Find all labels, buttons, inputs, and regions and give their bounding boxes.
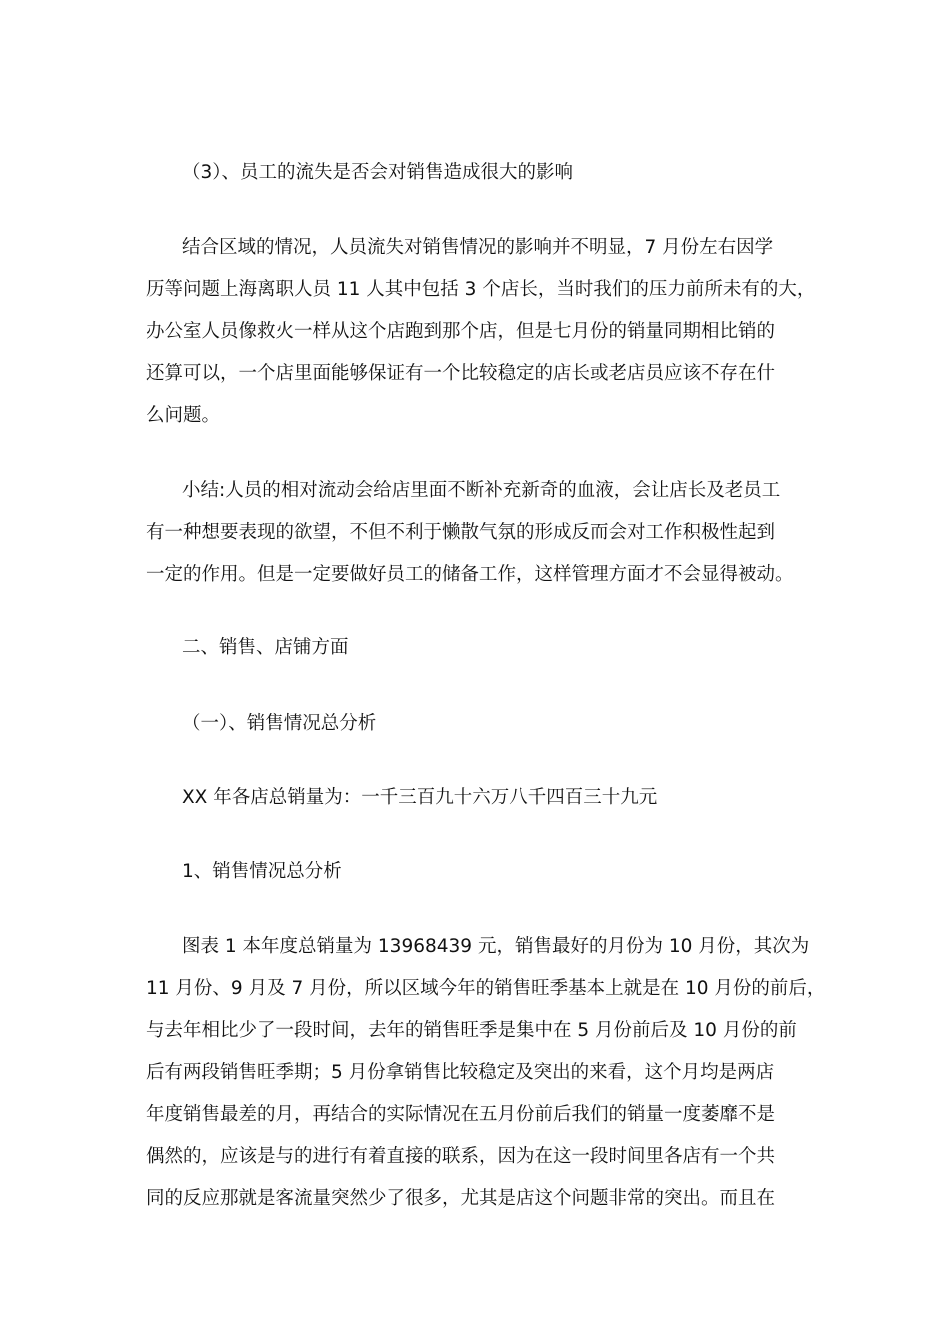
paragraph-summary — [146, 470, 816, 596]
paragraph-line: 有一种想要表现的欲望，不但不利于懒散气氛的形成反而会对工作积极性起到 — [146, 522, 776, 543]
section-heading-sales-stores — [146, 627, 816, 669]
heading-text: （一）、销售情况总分析 — [182, 713, 377, 734]
total-sales-text: XX 年各店总销量为：一千三百九十六万八千四百三十九元 — [182, 787, 658, 808]
paragraph-line: 同的反应那就是客流量突然少了很多，尤其是店这个问题非常的突出。而且在 — [146, 1188, 776, 1209]
heading-text: 1、销售情况总分析 — [182, 861, 342, 882]
paragraph-line: 么问题。 — [146, 405, 221, 426]
item-heading-sales-analysis — [146, 851, 816, 893]
paragraph-line: 历等问题上海离职人员 11 人其中包括 3 个店长，当时我们的压力前所未有的大， — [146, 279, 816, 300]
paragraph-staff-impact — [146, 227, 816, 437]
paragraph-sales-analysis — [146, 926, 826, 1220]
paragraph-line: 偶然的，应该是与的进行有着直接的联系，因为在这一段时间里各店有一个共 — [146, 1146, 776, 1167]
paragraph-line: 图表 1 本年度总销量为 13968439 元，销售最好的月份为 10 月份，其次为 — [182, 936, 810, 957]
paragraph-line: 办公室人员像救火一样从这个店跑到那个店，但是七月份的销量同期相比销的 — [146, 321, 776, 342]
heading-staff-loss — [146, 152, 816, 194]
paragraph-line: 还算可以，一个店里面能够保证有一个比较稳定的店长或老店员应该不存在什 — [146, 363, 776, 384]
paragraph-line: 一定的作用。但是一定要做好员工的储备工作，这样管理方面才不会显得被动。 — [146, 564, 794, 585]
heading-text: （3）、员工的流失是否会对销售造成很大的影响 — [182, 162, 574, 183]
subsection-heading-sales-analysis — [146, 703, 816, 745]
paragraph-line: 与去年相比少了一段时间，去年的销售旺季是集中在 5 月份前后及 10 月份的前 — [146, 1020, 797, 1041]
paragraph-line: 11 月份、9 月及 7 月份，所以区域今年的销售旺季基本上就是在 10 月份的前后， — [146, 978, 826, 999]
paragraph-line: 结合区域的情况，人员流失对销售情况的影响并不明显，7 月份左右因学 — [182, 237, 774, 258]
paragraph-line: 小结:人员的相对流动会给店里面不断补充新奇的血液，会让店长及老员工 — [182, 480, 781, 501]
total-sales-line — [146, 777, 816, 819]
heading-text: 二、销售、店铺方面 — [182, 637, 349, 658]
paragraph-line: 年度销售最差的月，再结合的实际情况在五月份前后我们的销量一度萎靡不是 — [146, 1104, 776, 1125]
paragraph-line: 后有两段销售旺季期；5 月份拿销售比较稳定及突出的来看，这个月均是两店 — [146, 1062, 775, 1083]
